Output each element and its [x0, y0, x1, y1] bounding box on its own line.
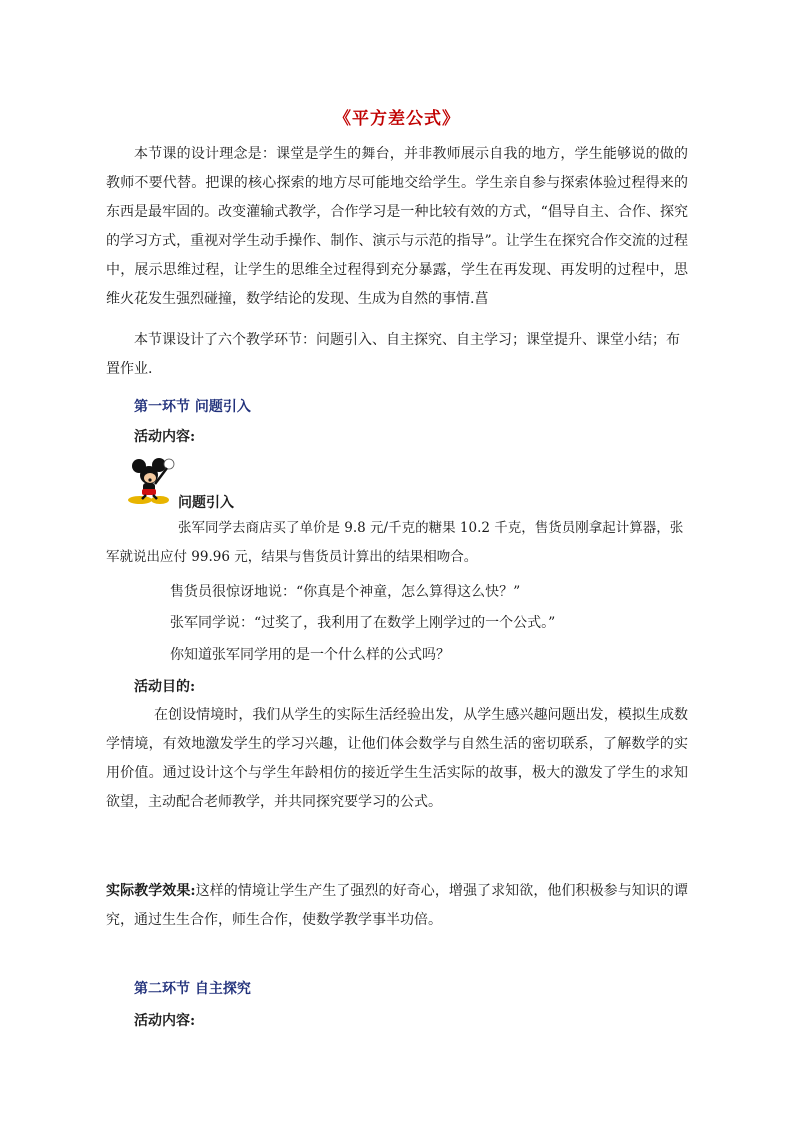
question-line: 你知道张军同学用的是一个什么样的公式吗？	[170, 647, 450, 663]
activity-content-label-2: 活动内容:	[134, 1013, 196, 1029]
dialog-line-1: 售货员很惊讶地说：“你真是个神童，怎么算得这么快？”	[170, 584, 521, 600]
intro-paragraph-2: 本节课设计了六个教学环节：问题引入、自主探究、自主学习；课堂提升、课堂小结；布置作业.	[106, 332, 680, 377]
activity-content-label-1: 活动内容:	[134, 429, 196, 445]
section-2-heading: 第二环节 自主探究	[134, 981, 251, 997]
activity-purpose-label: 活动目的:	[134, 679, 196, 695]
dialog-line-2: 张军同学说：“过奖了，我利用了在数学上刚学过的一个公式。”	[170, 615, 556, 631]
section-1-heading: 第一环节 问题引入	[134, 399, 251, 415]
story-paragraph: 张军同学去商店买了单价是 9.8 元/千克的糖果 10.2 千克，售货员刚拿起计算器，张军就说出应付 99.96 元，结果与售货员计算出的结果相吻合。	[106, 520, 684, 565]
teaching-effect-paragraph	[106, 877, 688, 935]
intro-paragraph-1: 本节课的设计理念是：课堂是学生的舞台，并非教师展示自我的地方，学生能够说的做的教师不要代替。把课的核心探索的地方尽可能地交给学生。学生亲自参与探索体验过程得来的东西是最牢固的。改变灌输式教学，合作学习是一种比较有效的方式，“倡导自主、合作、探究的学习方式，重视对学生动手操作、制作、演示与示范的指导”。让学生在探究合作交流的过程中，展示思维过程，让学生的思维全过程得到充分暴露，学生在再发现、再发明的过程中，思维火花发生强烈碰撞，数学结论的发现、生成为自然的事情.菖	[106, 146, 688, 307]
purpose-paragraph: 在创设情境时，我们从学生的实际生活经验出发，从学生感兴趣问题出发，模拟生成数学情境，有效地激发学生的学习兴趣，让他们体会数学与自然生活的密切联系，了解数学的实用价值。通过设计这个与学生年龄相仿的接近学生生活实际的故事，极大的激发了学生的求知欲望，主动配合老师教学，并共同探究要学习的公式。	[106, 707, 688, 810]
problem-intro-label: 问题引入	[178, 495, 234, 511]
document-title: 《平方差公式》	[334, 109, 460, 129]
teaching-effect-text: 这样的情境让学生产生了强烈的好奇心，增强了求知欲，他们积极参与知识的谭究，通过生生合作，师生合作，使数学教学事半功倍。	[106, 883, 689, 928]
cartoon-mouse-icon	[126, 456, 178, 506]
teaching-effect-label: 实际教学效果:	[106, 883, 196, 899]
